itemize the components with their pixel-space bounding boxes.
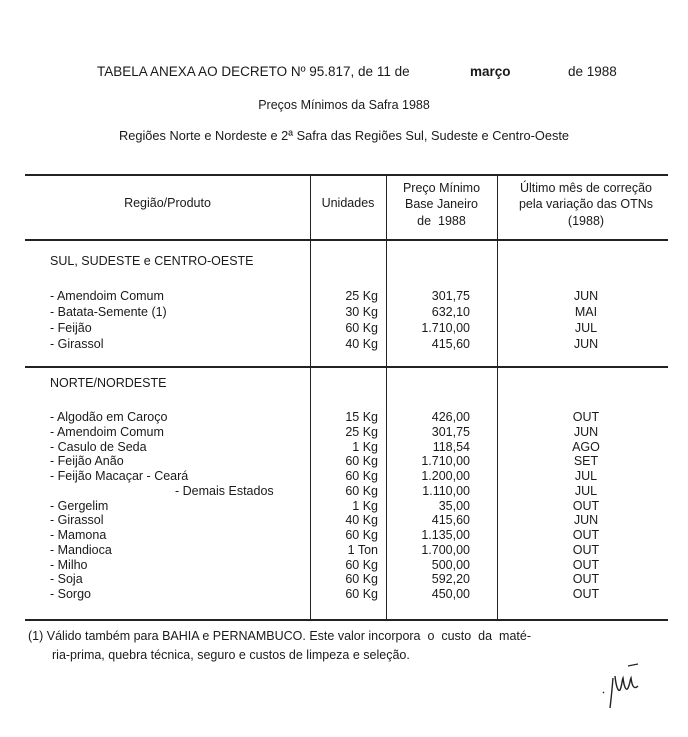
cell-preco: 118,54 (432, 439, 470, 454)
cell-unidade: 30 Kg (345, 305, 378, 319)
header-preco-2: Base Janeiro (405, 197, 478, 211)
footnote-line-1: (1) Válido também para BAHIA e PERNAMBUCO. Este valor incorpora o custo da maté- (28, 629, 531, 643)
cell-produto: - Amendoim Comum (50, 289, 164, 303)
cell-produto: - Milho (50, 557, 88, 572)
header-produto: Região/Produto (124, 196, 211, 210)
header-preco-3: de 1988 (417, 214, 466, 228)
cell-preco: 632,10 (431, 305, 470, 319)
cell-unidade: 60 Kg (345, 321, 378, 335)
title-month: março (470, 64, 511, 79)
cell-mes: OUT (572, 528, 600, 542)
cell-mes: AGO (572, 439, 600, 454)
cell-produto: - Feijão (50, 321, 92, 335)
cell-mes: MAI (574, 305, 598, 319)
cell-preco: 450,00 (431, 587, 470, 601)
section-title: NORTE/NORDESTE (50, 376, 167, 390)
cell-unidade: 60 Kg (345, 469, 378, 483)
cell-produto: - Demais Estados (175, 483, 274, 498)
cell-mes: JUL (574, 469, 598, 483)
cell-unidade: 25 Kg (345, 424, 378, 439)
cell-unidade: 1 Kg (352, 439, 378, 454)
cell-mes: OUT (572, 587, 600, 601)
cell-produto: - Girassol (50, 513, 104, 528)
cell-produto: - Algodão em Caroço (50, 410, 168, 424)
section-divider (25, 366, 668, 368)
title-year: de 1988 (568, 64, 617, 79)
cell-unidade: 60 Kg (345, 528, 378, 542)
table-bottom-rule (25, 619, 668, 621)
cell-unidade: 40 Kg (345, 513, 378, 528)
cell-produto: - Mandioca (50, 542, 112, 557)
cell-produto: - Gergelim (50, 498, 109, 513)
cell-mes: OUT (572, 542, 600, 557)
cell-unidade: 60 Kg (345, 454, 378, 469)
signature (600, 660, 660, 710)
table-top-rule (25, 174, 668, 176)
cell-produto: - Casulo de Seda (50, 439, 147, 454)
cell-produto: - Soja (50, 572, 83, 587)
section-title: SUL, SUDESTE e CENTRO-OESTE (50, 254, 254, 268)
header-mes-3: (1988) (567, 214, 605, 228)
cell-preco: 592,20 (431, 572, 470, 587)
cell-produto: - Sorgo (50, 587, 91, 601)
cell-produto: - Amendoim Comum (50, 424, 164, 439)
cell-preco: 301,75 (431, 424, 470, 439)
cell-mes: JUN (573, 289, 599, 303)
cell-produto: - Girassol (50, 337, 104, 351)
cell-mes: JUN (573, 513, 599, 528)
cell-mes: SET (573, 454, 599, 469)
cell-unidade: 60 Kg (345, 572, 378, 587)
cell-unidade: 60 Kg (345, 587, 378, 601)
cell-mes: JUN (573, 424, 599, 439)
cell-mes: JUL (574, 483, 598, 498)
cell-produto: - Feijão Anão (50, 454, 124, 469)
cell-unidade: 1 Ton (347, 542, 378, 557)
subtitle: Preços Mínimos da Safra 1988 (258, 98, 430, 112)
cell-unidade: 15 Kg (345, 410, 378, 424)
cell-preco: 1.710,00 (421, 321, 470, 335)
cell-produto: - Mamona (50, 528, 107, 542)
cell-preco: 1.110,00 (422, 483, 470, 498)
cell-unidade: 40 Kg (345, 337, 378, 351)
cell-mes: OUT (572, 410, 600, 424)
cell-preco: 1.710,00 (421, 454, 470, 469)
cell-preco: 1.135,00 (421, 528, 470, 542)
cell-unidade: 25 Kg (345, 289, 378, 303)
cell-preco: 500,00 (431, 557, 470, 572)
cell-produto: - Feijão Macaçar - Ceará (50, 469, 189, 483)
cell-unidade: 60 Kg (345, 557, 378, 572)
cell-preco: 415,60 (431, 513, 470, 528)
cell-mes: OUT (572, 557, 600, 572)
cell-preco: 35,00 (438, 498, 470, 513)
cell-preco: 301,75 (431, 289, 470, 303)
cell-preco: 415,60 (431, 337, 470, 351)
header-mes-1: Último mês de correção (520, 181, 652, 195)
cell-mes: JUN (573, 337, 599, 351)
cell-mes: JUL (574, 321, 598, 335)
header-bottom-rule (25, 239, 668, 241)
cell-preco: 1.700,00 (421, 542, 470, 557)
cell-unidade: 60 Kg (345, 483, 378, 498)
title-prefix: TABELA ANEXA AO DECRETO Nº 95.817, de 11 de (97, 64, 410, 79)
cell-produto: - Batata-Semente (1) (50, 305, 167, 319)
footnote-line-2: ria-prima, quebra técnica, seguro e custos de limpeza e seleção. (52, 648, 410, 662)
cell-unidade: 1 Kg (352, 498, 378, 513)
cell-mes: OUT (572, 498, 600, 513)
header-mes-2: pela variação das OTNs (518, 197, 654, 211)
header-preco-1: Preço Mínimo (402, 181, 481, 195)
regions-line: Regiões Norte e Nordeste e 2ª Safra das Regiões Sul, Sudeste e Centro-Oeste (118, 128, 570, 143)
cell-mes: OUT (572, 572, 600, 587)
cell-preco: 426,00 (431, 410, 470, 424)
header-unidades: Unidades (321, 196, 375, 210)
cell-preco: 1.200,00 (421, 469, 470, 483)
